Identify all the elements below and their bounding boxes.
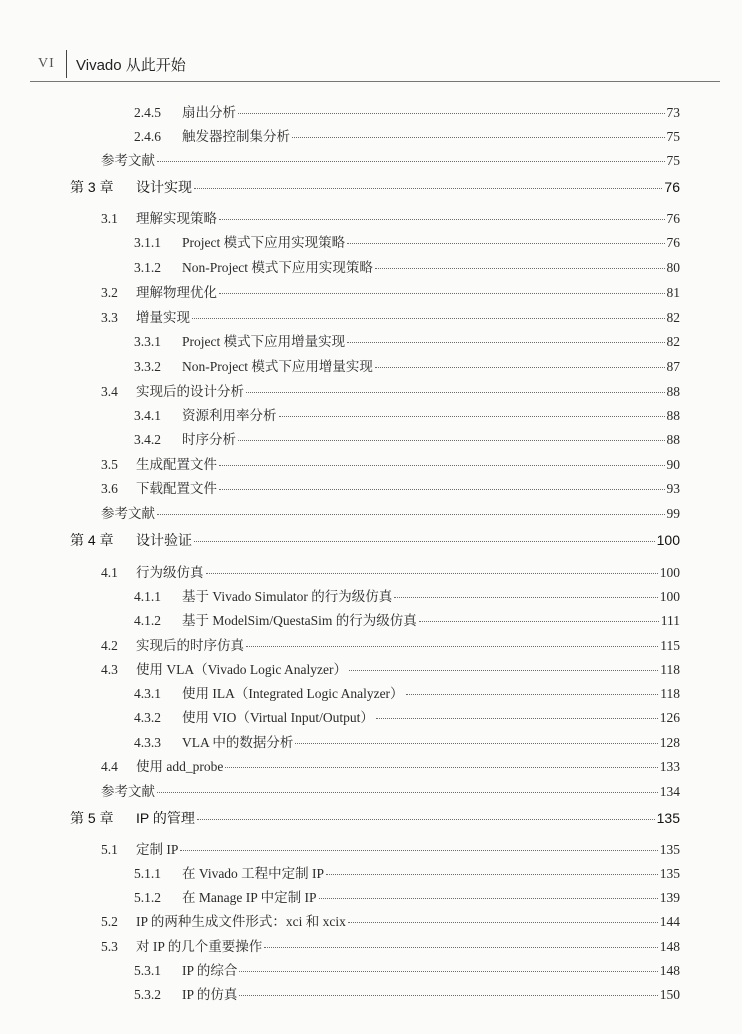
toc-section-entry[interactable] <box>134 125 680 147</box>
toc-number: 第 3 章 <box>70 179 114 195</box>
toc-section-entry[interactable] <box>134 355 680 377</box>
toc-title: 参考文献 <box>101 153 155 168</box>
toc-number: 3.1.1 <box>134 235 161 250</box>
toc-section-entry[interactable] <box>101 477 680 499</box>
toc-title: 扇出分析 <box>182 105 236 120</box>
toc-section-entry[interactable] <box>134 609 680 631</box>
toc-page-number: 115 <box>660 638 680 653</box>
dot-leader <box>246 646 658 647</box>
dot-leader <box>326 874 658 875</box>
toc-section-entry[interactable] <box>134 959 680 981</box>
toc-section-entry[interactable] <box>101 207 680 229</box>
toc-title: Project 模式下应用增量实现 <box>182 334 346 349</box>
toc-title: 对 IP 的几个重要操作 <box>136 939 263 954</box>
toc-number: 5.3.1 <box>134 963 161 978</box>
toc-title: 基于 ModelSim/QuestaSim 的行为级仿真 <box>182 613 417 628</box>
toc-number: 5.3.2 <box>134 987 161 1002</box>
toc-title: IP 的管理 <box>136 810 195 826</box>
toc-section-entry[interactable] <box>134 404 680 426</box>
toc-page-number: 148 <box>659 963 680 978</box>
toc-number: 3.6 <box>101 481 118 496</box>
toc-title: 生成配置文件 <box>136 457 217 472</box>
dot-leader <box>246 392 665 393</box>
dot-leader <box>206 573 658 574</box>
toc-section-entry[interactable] <box>134 886 680 908</box>
toc-page-number: 90 <box>666 457 680 472</box>
toc-page-number: 135 <box>656 810 680 826</box>
toc-number: 3.4.1 <box>134 408 161 423</box>
toc-number: 3.3.1 <box>134 334 161 349</box>
toc-number: 第 5 章 <box>70 810 114 826</box>
toc-section-entry[interactable] <box>134 682 680 704</box>
toc-number: 3.2 <box>101 285 118 300</box>
toc-page-number: 93 <box>666 481 680 496</box>
toc-page-number: 88 <box>666 384 680 399</box>
toc-title: Project 模式下应用实现策略 <box>182 235 346 250</box>
toc-number: 3.1 <box>101 211 118 226</box>
toc-title: 增量实现 <box>136 310 190 325</box>
toc-number: 3.3.2 <box>134 359 161 374</box>
toc-section-entry[interactable] <box>134 101 680 123</box>
toc-page-number: 81 <box>666 285 680 300</box>
toc-number: 4.2 <box>101 638 118 653</box>
toc-title: 理解物理优化 <box>136 285 217 300</box>
toc-chapter-entry[interactable] <box>70 177 680 199</box>
toc-page-number: 88 <box>666 408 680 423</box>
toc-page-number: 76 <box>666 211 680 226</box>
dot-leader <box>197 819 655 820</box>
toc-number: 2.4.5 <box>134 105 161 120</box>
toc-page-number: 100 <box>656 532 680 548</box>
dot-leader <box>375 367 665 368</box>
dot-leader <box>264 947 657 948</box>
toc-number: 5.1.1 <box>134 866 161 881</box>
dot-leader <box>239 995 657 996</box>
dot-leader <box>394 597 657 598</box>
book-title: Vivado 从此开始 <box>76 57 186 74</box>
toc-section-entry[interactable] <box>134 231 680 253</box>
dot-leader <box>238 440 665 441</box>
toc-title: 基于 Vivado Simulator 的行为级仿真 <box>182 589 393 604</box>
dot-leader <box>347 342 664 343</box>
toc-section-entry[interactable] <box>134 862 680 884</box>
toc-title: 使用 add_probe <box>136 759 224 774</box>
toc-section-entry[interactable] <box>101 281 680 303</box>
toc-title: 设计实现 <box>136 179 192 195</box>
toc-page-number: 139 <box>659 890 680 905</box>
toc-title: 实现后的时序仿真 <box>136 638 244 653</box>
dot-leader <box>219 465 665 466</box>
toc-number: 3.1.2 <box>134 260 161 275</box>
toc-section-entry[interactable] <box>101 910 680 932</box>
toc-references-entry[interactable] <box>101 502 680 524</box>
dot-leader <box>375 268 665 269</box>
toc-page-number: 87 <box>666 359 680 374</box>
toc-section-entry[interactable] <box>134 731 680 753</box>
toc-page-number: 82 <box>666 334 680 349</box>
dot-leader <box>219 219 665 220</box>
toc-chapter-entry[interactable] <box>70 530 680 552</box>
toc-section-entry[interactable] <box>134 983 680 1005</box>
toc-page-number: 88 <box>666 432 680 447</box>
toc-title: 使用 VIO（Virtual Input/Output） <box>182 710 374 725</box>
toc-references-entry[interactable] <box>101 149 680 171</box>
toc-page-number: 118 <box>660 662 680 677</box>
toc-references-entry[interactable] <box>101 780 680 802</box>
toc-section-entry[interactable] <box>101 838 680 860</box>
toc-number: 4.4 <box>101 759 118 774</box>
toc-page-number: 75 <box>666 153 680 168</box>
toc-title: 在 Manage IP 中定制 IP <box>182 890 317 905</box>
toc-section-entry[interactable] <box>101 658 680 680</box>
toc-page-number: 150 <box>659 987 680 1002</box>
toc-title: IP 的两种生成文件形式：xci 和 xcix <box>136 914 346 929</box>
toc-number: 3.4 <box>101 384 118 399</box>
toc-section-entry[interactable] <box>134 706 680 728</box>
toc-page-number: 80 <box>666 260 680 275</box>
toc-title: 时序分析 <box>182 432 236 447</box>
toc-section-entry[interactable] <box>101 935 680 957</box>
toc-title: 实现后的设计分析 <box>136 384 244 399</box>
dot-leader <box>180 850 657 851</box>
dot-leader <box>194 188 662 189</box>
toc-number: 5.3 <box>101 939 118 954</box>
toc-chapter-entry[interactable] <box>70 808 680 830</box>
toc-page-number: 135 <box>659 866 680 881</box>
toc-number: 3.5 <box>101 457 118 472</box>
toc-title: 参考文献 <box>101 506 155 521</box>
toc-title: 在 Vivado 工程中定制 IP <box>182 866 325 881</box>
toc-number: 4.1 <box>101 565 118 580</box>
dot-leader <box>239 971 657 972</box>
dot-leader <box>376 718 658 719</box>
toc-page-number: 118 <box>660 686 680 701</box>
toc-page-number: 75 <box>666 129 680 144</box>
toc-title: IP 的仿真 <box>182 987 238 1002</box>
toc-page-number: 82 <box>666 310 680 325</box>
toc-title: 触发器控制集分析 <box>182 129 290 144</box>
toc-page-number: 76 <box>664 179 680 195</box>
toc-section-entry[interactable] <box>134 330 680 352</box>
toc-page-number: 73 <box>666 105 680 120</box>
toc-page-number: 76 <box>666 235 680 250</box>
toc-section-entry[interactable] <box>101 453 680 475</box>
dot-leader <box>192 318 665 319</box>
dot-leader <box>348 922 658 923</box>
dot-leader <box>225 767 657 768</box>
toc-page-number: 99 <box>666 506 680 521</box>
toc-title: 下载配置文件 <box>136 481 217 496</box>
dot-leader <box>157 514 665 515</box>
toc-page-number: 126 <box>659 710 680 725</box>
dot-leader <box>219 293 665 294</box>
toc-page-number: 100 <box>659 565 680 580</box>
toc-number: 4.1.1 <box>134 589 161 604</box>
toc-section-entry[interactable] <box>134 585 680 607</box>
toc-title: VLA 中的数据分析 <box>182 735 294 750</box>
page-number-roman: VI <box>38 56 55 71</box>
dot-leader <box>157 161 665 162</box>
toc-title: 参考文献 <box>101 784 155 799</box>
toc-section-entry[interactable] <box>134 428 680 450</box>
toc-section-entry[interactable] <box>101 634 680 656</box>
toc-number: 2.4.6 <box>134 129 161 144</box>
toc-title: Non-Project 模式下应用增量实现 <box>182 359 373 374</box>
dot-leader <box>406 694 659 695</box>
toc-section-entry[interactable] <box>101 380 680 402</box>
toc-title: 定制 IP <box>136 842 179 857</box>
toc-number: 5.1.2 <box>134 890 161 905</box>
toc-number: 5.1 <box>101 842 118 857</box>
toc-section-entry[interactable] <box>101 755 680 777</box>
toc-number: 4.3.1 <box>134 686 161 701</box>
toc-number: 4.1.2 <box>134 613 161 628</box>
toc-title: IP 的综合 <box>182 963 238 978</box>
toc-title: 使用 VLA（Vivado Logic Analyzer） <box>136 662 348 677</box>
toc-title: 使用 ILA（Integrated Logic Analyzer） <box>182 686 404 701</box>
toc-section-entry[interactable] <box>101 306 680 328</box>
toc-page-number: 111 <box>660 613 680 628</box>
toc-title: Non-Project 模式下应用实现策略 <box>182 260 373 275</box>
toc-section-entry[interactable] <box>101 561 680 583</box>
dot-leader <box>319 898 658 899</box>
dot-leader <box>295 743 657 744</box>
toc-page-number: 133 <box>659 759 680 774</box>
dot-leader <box>157 792 658 793</box>
toc-page-number: 128 <box>659 735 680 750</box>
toc-page-number: 100 <box>659 589 680 604</box>
dot-leader <box>194 541 655 542</box>
toc-number: 3.3 <box>101 310 118 325</box>
toc-number: 5.2 <box>101 914 118 929</box>
toc-title: 资源利用率分析 <box>182 408 277 423</box>
dot-leader <box>292 137 665 138</box>
toc-number: 4.3.3 <box>134 735 161 750</box>
dot-leader <box>279 416 665 417</box>
toc-number: 4.3 <box>101 662 118 677</box>
toc-section-entry[interactable] <box>134 256 680 278</box>
toc-number: 3.4.2 <box>134 432 161 447</box>
dot-leader <box>349 670 658 671</box>
toc-page-number: 135 <box>659 842 680 857</box>
toc-number: 4.3.2 <box>134 710 161 725</box>
toc-number: 第 4 章 <box>70 532 114 548</box>
toc-title: 理解实现策略 <box>136 211 217 226</box>
toc-page-number: 134 <box>659 784 680 799</box>
dot-leader <box>238 113 665 114</box>
dot-leader <box>219 489 665 490</box>
toc-title: 设计验证 <box>136 532 192 548</box>
toc-title: 行为级仿真 <box>136 565 204 580</box>
dot-leader <box>419 621 659 622</box>
toc-page-number: 148 <box>659 939 680 954</box>
toc-page-number: 144 <box>659 914 680 929</box>
dot-leader <box>347 243 664 244</box>
